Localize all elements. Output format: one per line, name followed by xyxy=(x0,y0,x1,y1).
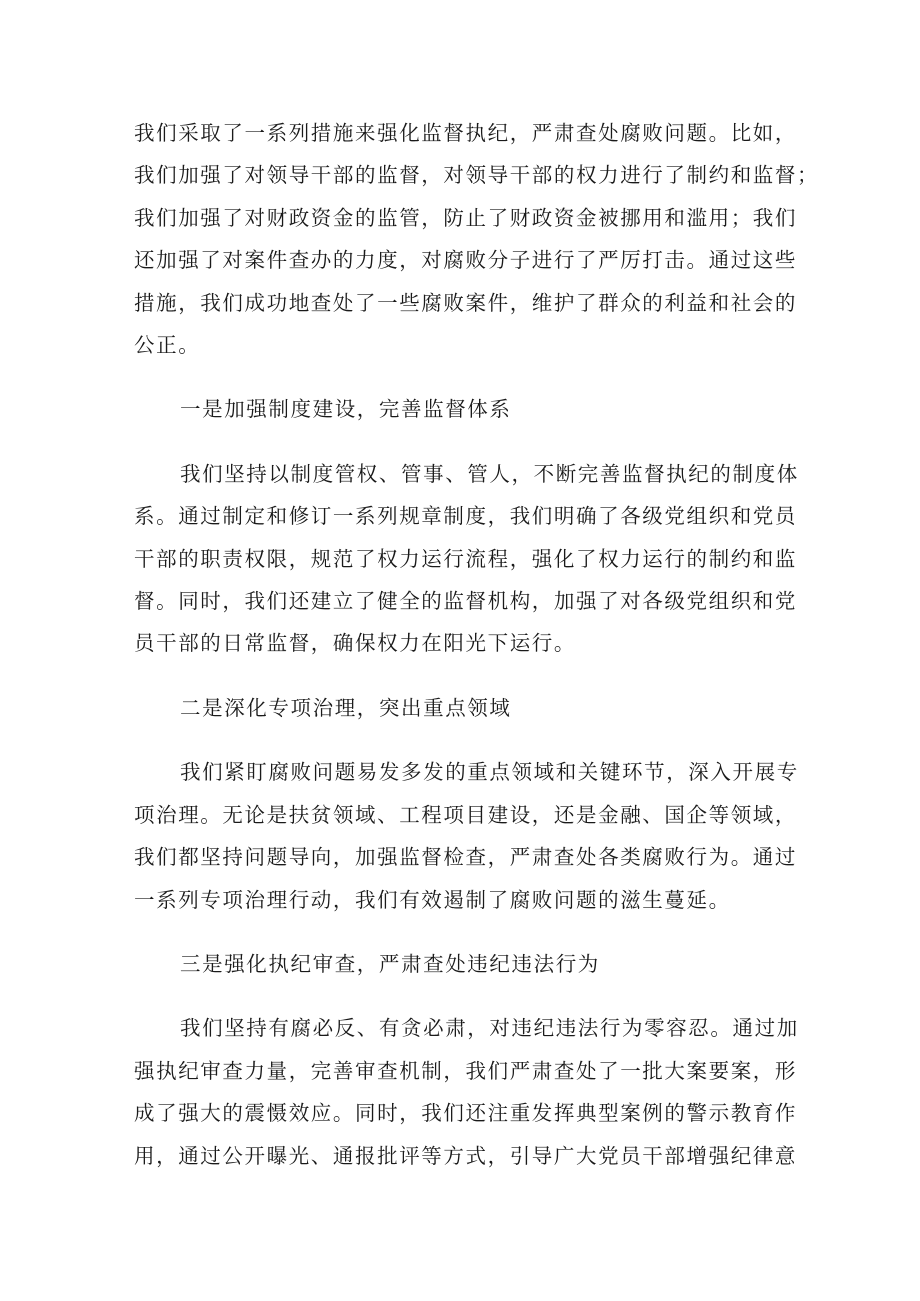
paragraph-line: 措施，我们成功地查处了一些腐败案件，维护了群众的利益和社会的 xyxy=(134,290,797,315)
section-paragraph-1 xyxy=(134,453,799,665)
paragraph-line: 公正。 xyxy=(134,333,201,358)
paragraph-line: 用，通过公开曝光、通报批评等方式，引导广大党员干部增强纪律意 xyxy=(134,1143,797,1168)
paragraph-line: 我们采取了一系列措施来强化监督执纪，严肃查处腐败问题。比如， xyxy=(134,121,797,145)
paragraph-line: 我们坚持有腐必反、有贪必肃，对违纪违法行为零容忍。通过加 xyxy=(180,1016,799,1041)
paragraph-line: 干部的职责权限，规范了权力运行流程，强化了权力运行的制约和监 xyxy=(134,546,797,571)
paragraph-line: 项治理。无论是扶贫领域、工程项目建设，还是金融、国企等领域， xyxy=(134,802,797,827)
paragraph-line: 强执纪审查力量，完善审查机制，我们严肃查处了一批大案要案，形 xyxy=(134,1058,797,1083)
document-body xyxy=(134,112,820,1199)
paragraph-line: 系。通过制定和修订一系列规章制度，我们明确了各级党组织和党员 xyxy=(134,504,797,529)
section-paragraph-2 xyxy=(134,751,799,921)
paragraph-line: 成了强大的震慑效应。同时，我们还注重发挥典型案例的警示教育作 xyxy=(134,1101,797,1126)
paragraph-line: 还加强了对案件查办的力度，对腐败分子进行了严厉打击。通过这些 xyxy=(134,248,797,273)
paragraph-line: 员干部的日常监督，确保权力在阳光下运行。 xyxy=(134,631,576,656)
paragraph-line: 我们加强了对财政资金的监管，防止了财政资金被挪用和滥用；我们 xyxy=(134,205,797,230)
section-paragraph-3 xyxy=(134,1007,799,1177)
intro-paragraph xyxy=(134,112,820,366)
paragraph-line: 我们紧盯腐败问题易发多发的重点领域和关键环节，深入开展专 xyxy=(180,760,799,785)
section-heading-3: 三是强化执纪审查，严肃查处违纪违法行为 xyxy=(180,951,600,976)
paragraph-line: 我们加强了对领导干部的监督，对领导干部的权力进行了制约和监督； xyxy=(134,163,820,188)
section-heading-1: 一是加强制度建设，完善监督体系 xyxy=(180,397,512,422)
section-heading-2: 二是深化专项治理，突出重点领域 xyxy=(180,695,512,720)
paragraph-line: 一系列专项治理行动，我们有效遏制了腐败问题的滋生蔓延。 xyxy=(134,887,731,912)
paragraph-line: 督。同时，我们还建立了健全的监督机构，加强了对各级党组织和党 xyxy=(134,589,797,614)
paragraph-line: 我们都坚持问题导向，加强监督检查，严肃查处各类腐败行为。通过 xyxy=(134,845,797,870)
paragraph-line: 我们坚持以制度管权、管事、管人，不断完善监督执纪的制度体 xyxy=(180,461,799,486)
